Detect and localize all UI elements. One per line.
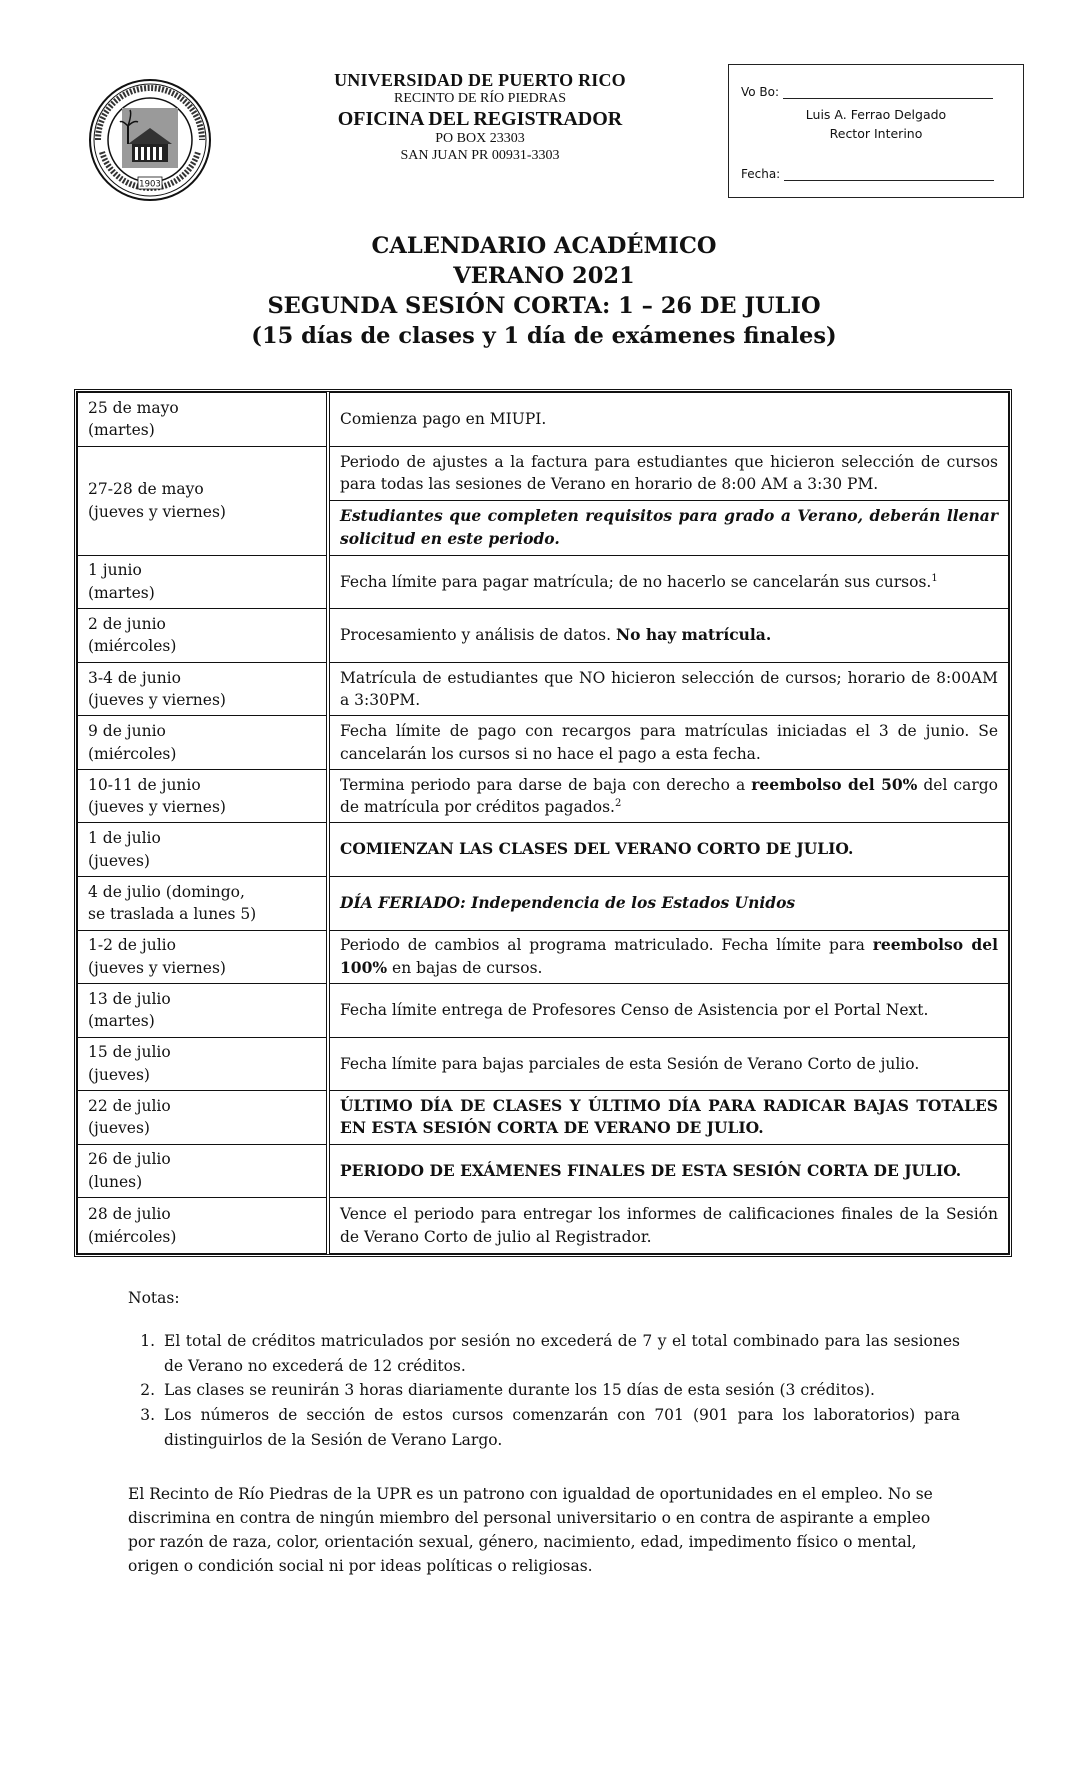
calendar-table xyxy=(74,389,1012,1257)
table-row xyxy=(78,1198,1009,1254)
city-address: SAN JUAN PR 00931-3303 xyxy=(400,147,560,163)
campus-name: RECINTO DE RÍO PIEDRAS xyxy=(393,91,567,107)
table-row xyxy=(78,1091,1009,1145)
date-cell: 27-28 de mayo (jueves y viernes) xyxy=(78,446,329,555)
event-cell: Vence el periodo para entregar los informes de calificaciones finales de la Sesión de Verano Corto de julio al Registrador. xyxy=(328,1198,1009,1254)
title-line-4: (15 días de clases y 1 día de exámenes finales) xyxy=(251,322,837,349)
po-box: PO BOX 23303 xyxy=(435,131,525,147)
signer-title: Rector Interino xyxy=(829,126,923,141)
letterhead xyxy=(300,70,660,164)
event-cell: Procesamiento y análisis de datos. No hay matrícula. xyxy=(328,609,1009,663)
table-row xyxy=(78,1037,1009,1091)
equal-opportunity-statement: El Recinto de Río Piedras de la UPR es un patrono con igualdad de oportunidades en el empleo. No se discrimina en contra de ningún miembro del personal universitario o en contra de aspirante a empleo por razón de raza, color, orientación sexual, género, nacimiento, edad, impedimento físico o mental, origen o condición social ni por ideas políticas o religiosas. xyxy=(128,1485,933,1576)
notes-section xyxy=(128,1286,960,1453)
date-cell: 3-4 de junio (jueves y viernes) xyxy=(78,662,329,716)
date-cell: 28 de julio (miércoles) xyxy=(78,1198,329,1254)
note-item: 3. Los números de sección de estos cursos comenzarán con 701 (901 para los laboratorios) para distinguirlos de la Sesión de Verano Largo. xyxy=(160,1403,960,1453)
event-cell: Matrícula de estudiantes que NO hicieron selección de cursos; horario de 8:00AM a 3:30PM. xyxy=(328,662,1009,716)
title-line-1: CALENDARIO ACADÉMICO xyxy=(371,233,717,259)
table-row xyxy=(78,984,1009,1038)
fecha-line xyxy=(784,169,994,181)
date-cell: 13 de julio (martes) xyxy=(78,984,329,1038)
date-cell: 9 de junio (miércoles) xyxy=(78,716,329,770)
event-cell: Periodo de ajustes a la factura para estudiantes que hicieron selección de cursos para todas las sesiones de Verano en horario de 8:00 AM a 3:30 PM. xyxy=(328,446,1009,501)
title-line-2: VERANO 2021 xyxy=(453,262,635,289)
vobo-signature-line xyxy=(783,87,993,99)
approval-box xyxy=(728,64,1024,198)
event-cell: ÚLTIMO DÍA DE CLASES Y ÚLTIMO DÍA PARA RADICAR BAJAS TOTALES EN ESTA SESIÓN CORTA DE VERANO DE JULIO. xyxy=(328,1091,1009,1145)
date-cell: 1 junio (martes) xyxy=(78,555,329,609)
event-cell: Termina periodo para darse de baja con derecho a reembolso del 50% del cargo de matrícula por créditos pagados.$^2$ xyxy=(328,769,1009,823)
table-row xyxy=(78,555,1009,609)
date-cell: 25 de mayo (martes) xyxy=(78,393,329,447)
table-row xyxy=(78,446,1009,501)
date-cell: 22 de julio (jueves) xyxy=(78,1091,329,1145)
table-row xyxy=(78,769,1009,823)
event-cell: COMIENZAN LAS CLASES DEL VERANO CORTO DE JULIO. xyxy=(328,823,1009,877)
date-cell: 15 de julio (jueves) xyxy=(78,1037,329,1091)
event-cell: Comienza pago en MIUPI. xyxy=(328,393,1009,447)
table-row xyxy=(78,662,1009,716)
notes-list xyxy=(128,1329,960,1453)
event-cell: Fecha límite para bajas parciales de esta Sesión de Verano Corto de julio. xyxy=(328,1037,1009,1091)
university-name: UNIVERSIDAD DE PUERTO RICO xyxy=(334,70,626,90)
event-cell: Fecha límite de pago con recargos para matrículas iniciadas el 3 de junio. Se cancelarán los cursos si no hace el pago a esta fecha. xyxy=(328,716,1009,770)
svg-text:1903: 1903 xyxy=(139,179,161,190)
table-row xyxy=(78,716,1009,770)
notes-heading: Notas: xyxy=(128,1289,180,1307)
date-cell: 26 de julio (lunes) xyxy=(78,1144,329,1198)
event-cell: Fecha límite entrega de Profesores Censo de Asistencia por el Portal Next. xyxy=(328,984,1009,1038)
fecha-label: Fecha: xyxy=(741,167,781,181)
note-item: 2. Las clases se reunirán 3 horas diariamente durante los 15 días de esta sesión (3 créditos). xyxy=(160,1378,960,1403)
table-row xyxy=(78,1144,1009,1198)
event-cell: Fecha límite para pagar matrícula; de no hacerlo se cancelarán sus cursos.$^1$ xyxy=(328,555,1009,609)
event-cell-holiday: DÍA FERIADO: Independencia de los Estados Unidos xyxy=(328,876,1009,930)
table-row xyxy=(78,393,1009,447)
note-item: 1. El total de créditos matriculados por sesión no excederá de 7 y el total combinado para las sesiones de Verano no excederá de 12 créditos. xyxy=(160,1329,960,1379)
table-row xyxy=(78,823,1009,877)
university-seal xyxy=(88,78,212,202)
date-cell: 1 de julio (jueves) xyxy=(78,823,329,877)
title-line-3: SEGUNDA SESIÓN CORTA: 1 – 26 DE JULIO xyxy=(267,292,821,319)
office-name: OFICINA DEL REGISTRADOR xyxy=(337,107,623,130)
date-cell: 2 de junio (miércoles) xyxy=(78,609,329,663)
signer-name: Luis A. Ferrao Delgado xyxy=(805,107,947,122)
vobo-label: Vo Bo: xyxy=(741,85,780,99)
fecha-row xyxy=(741,167,994,181)
date-cell: 4 de julio (domingo, se traslada a lunes 5) xyxy=(78,876,329,930)
event-cell: PERIODO DE EXÁMENES FINALES DE ESTA SESIÓN CORTA DE JULIO. xyxy=(328,1144,1009,1198)
table-row xyxy=(78,930,1009,984)
table-row xyxy=(78,876,1009,930)
vobo-row xyxy=(741,85,993,99)
date-cell: 10-11 de junio (jueves y viernes) xyxy=(78,769,329,823)
event-cell-grad-note: Estudiantes que completen requisitos para grado a Verano, deberán llenar solicitud en este periodo. xyxy=(328,501,1009,556)
date-cell: 1-2 de julio (jueves y viernes) xyxy=(78,930,329,984)
event-cell: Periodo de cambios al programa matriculado. Fecha límite para reembolso del 100% en bajas de cursos. xyxy=(328,930,1009,984)
calendar-title xyxy=(64,232,1024,352)
table-row xyxy=(78,609,1009,663)
